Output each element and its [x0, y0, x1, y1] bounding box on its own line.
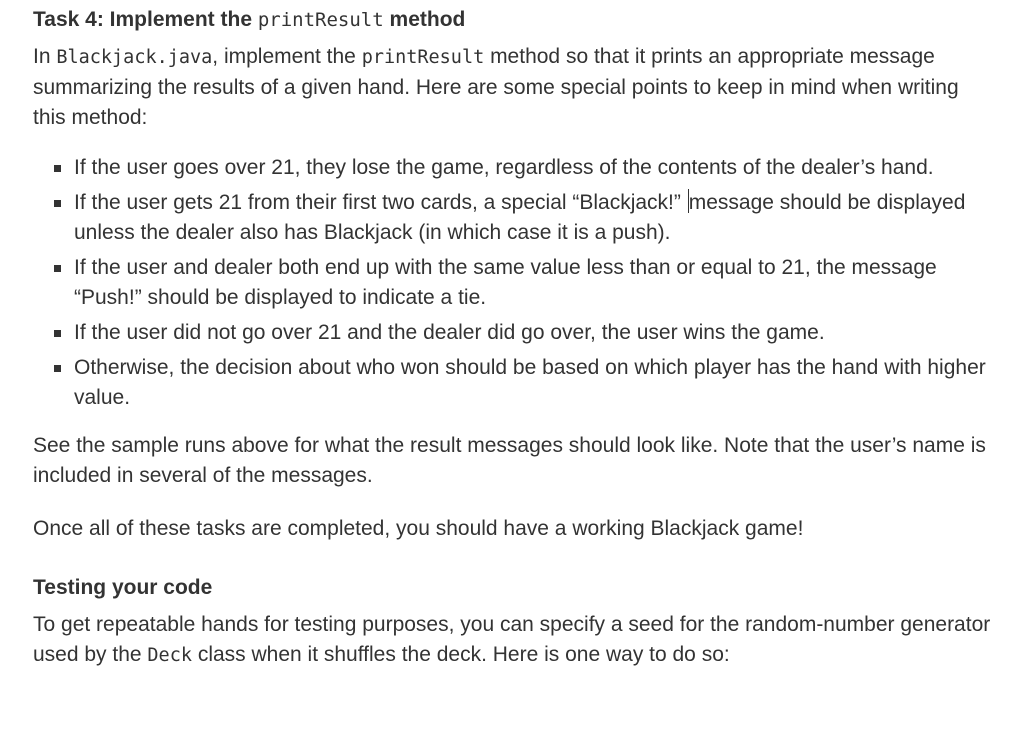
list-item-text: Otherwise, the decision about who won should be based on which player has the hand with higher value. — [74, 356, 986, 409]
list-item — [33, 188, 993, 248]
list-item — [33, 318, 993, 348]
intro-code-filename: Blackjack.java — [56, 47, 213, 68]
completion-paragraph: Once all of these tasks are completed, you should have a working Blackjack game! — [33, 517, 804, 540]
task4-heading-code: printResult — [257, 9, 384, 31]
square-bullet-icon — [54, 330, 61, 337]
square-bullet-icon — [54, 265, 61, 272]
document-content — [33, 6, 993, 671]
testing-code-class: Deck — [147, 645, 192, 666]
task4-heading — [33, 6, 993, 34]
intro-text-1: In — [33, 45, 57, 68]
intro-text-3: method so that it prints an appropriate message summarizing the results of a given hand. Here are some special points to keep in mind when writing this method: — [33, 45, 959, 129]
list-item — [33, 153, 993, 183]
square-bullet-icon — [54, 165, 61, 172]
testing-text-1: To get repeatable hands for testing purposes, you can specify a seed for the random-number generator used by the — [33, 613, 991, 666]
list-item — [33, 353, 993, 413]
sample-runs-paragraph: See the sample runs above for what the result messages should look like. Note that the user’s name is included in several of the messages. — [33, 434, 986, 487]
testing-heading: Testing your code — [33, 576, 213, 599]
intro-text-2: , implement the — [212, 45, 362, 68]
list-item-text: If the user did not go over 21 and the dealer did go over, the user wins the game. — [74, 321, 825, 344]
special-points-list — [33, 153, 993, 413]
list-item-text: If the user goes over 21, they lose the game, regardless of the contents of the dealer’s hand. — [74, 156, 934, 179]
testing-paragraph — [33, 610, 993, 671]
list-item-text: If the user gets 21 from their first two cards, a special “Blackjack!” — [74, 191, 681, 214]
square-bullet-icon — [54, 365, 61, 372]
square-bullet-icon — [54, 200, 61, 207]
task4-intro-paragraph — [33, 42, 993, 133]
list-item-text: If the user and dealer both end up with the same value less than or equal to 21, the message “Push!” should be displayed to indicate a tie. — [74, 256, 937, 309]
list-item — [33, 253, 993, 313]
intro-code-method: printResult — [361, 47, 485, 68]
testing-text-2: class when it shuffles the deck. Here is one way to do so: — [191, 643, 730, 666]
task4-heading-prefix: Task 4: Implement the — [33, 8, 258, 31]
list-item-text-continued: message should be displayed unless the dealer also has Blackjack (in which case it is a push). — [74, 191, 966, 244]
task4-heading-suffix: method — [383, 8, 466, 31]
